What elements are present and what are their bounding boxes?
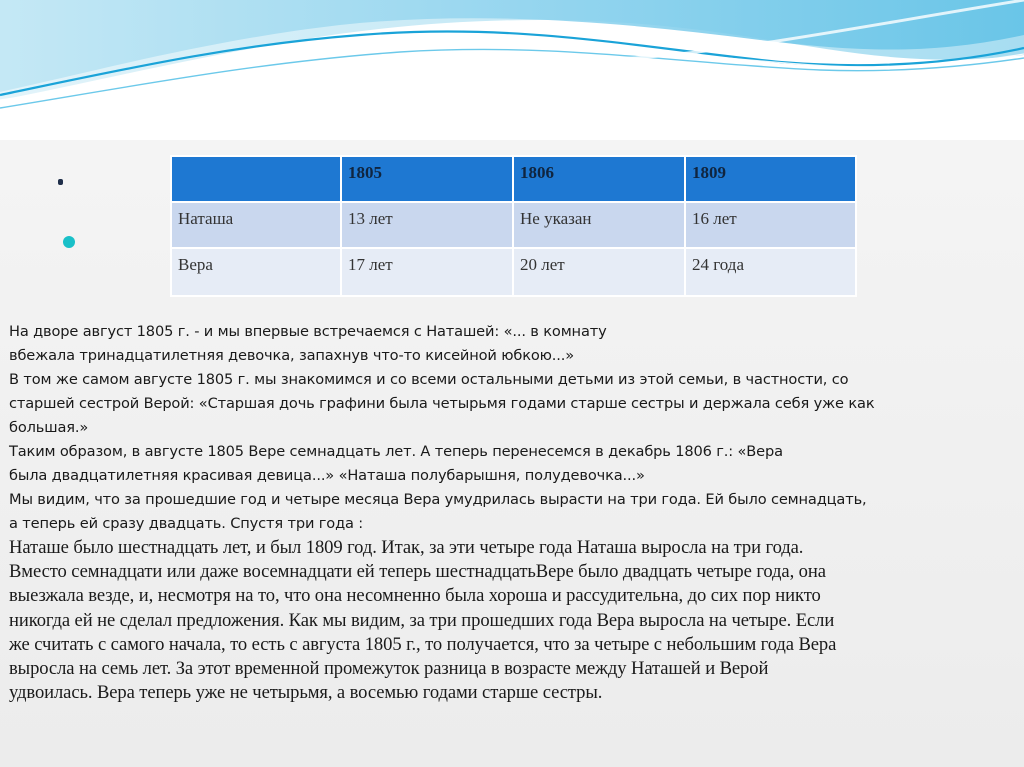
table-cell: 16 лет bbox=[685, 202, 856, 248]
text-line: Вместо семнадцати или даже восемнадцати ей теперь шестнадцатьВере было двадцать четыре года, она bbox=[9, 561, 826, 583]
table-header-cell: 1809 bbox=[685, 156, 856, 202]
bullet-dot-cyan bbox=[63, 236, 75, 248]
table-cell: 13 лет bbox=[341, 202, 513, 248]
text-line: старшей сестрой Верой: «Старшая дочь графини была четырьмя годами старше сестры и держала себя уже как bbox=[9, 395, 875, 412]
text-line: выросла на семь лет. За этот временной промежуток разница в возрасте между Наташей и Верой bbox=[9, 658, 769, 680]
text-line: большая.» bbox=[9, 419, 89, 436]
text-line: В том же самом августе 1805 г. мы знакомимся и со всеми остальными детьми из этой семьи, в частности, со bbox=[9, 371, 849, 388]
text-line: же считать с самого начала, то есть с августа 1805 г., то получается, что за четыре с небольшим года Вера bbox=[9, 633, 837, 655]
wave-decoration bbox=[0, 0, 1024, 140]
text-line: а теперь ей сразу двадцать. Спустя три года : bbox=[9, 515, 364, 532]
body-text bbox=[9, 320, 1019, 705]
text-line: Таким образом, в августе 1805 Вере семнадцать лет. А теперь перенесемся в декабрь 1806 г.: «Вера bbox=[9, 443, 783, 460]
text-line: вбежала тринадцатилетняя девочка, запахнув что-то кисейной юбкою...» bbox=[9, 347, 575, 364]
table-header-cell: 1806 bbox=[513, 156, 685, 202]
text-line: Наташе было шестнадцать лет, и был 1809 год. Итак, за эти четыре года Наташа выросла на три года. bbox=[9, 537, 804, 558]
text-line: никогда ей не сделал предложения. Как мы видим, за три прошедших года Вера выросла на четыре. Если bbox=[9, 609, 835, 631]
text-line: была двадцатилетняя красивая девица...» «Наташа полубарышня, полудевочка...» bbox=[9, 467, 645, 484]
table-cell: Не указан bbox=[513, 202, 685, 248]
ages-table bbox=[170, 155, 857, 297]
table-cell: Вера bbox=[171, 248, 341, 296]
text-line: выезжала везде, и, несмотря на то, что она несомненно была хороша и рассудительна, до сих пор никто bbox=[9, 585, 821, 607]
table-cell: Наташа bbox=[171, 202, 341, 248]
table-cell: 17 лет bbox=[341, 248, 513, 296]
table-header-row bbox=[171, 156, 856, 202]
text-line: На дворе август 1805 г. - и мы впервые встречаемся с Наташей: «... в комнату bbox=[9, 323, 607, 340]
text-line: Мы видим, что за прошедшие год и четыре месяца Вера умудрилась вырасти на три года. Ей было семнадцать, bbox=[9, 491, 867, 508]
table-cell: 20 лет bbox=[513, 248, 685, 296]
text-line: удвоилась. Вера теперь уже не четырьмя, а восемью годами старше сестры. bbox=[9, 682, 603, 704]
table-row bbox=[171, 202, 856, 248]
bullet-dot-dark bbox=[58, 179, 63, 185]
table-row bbox=[171, 248, 856, 296]
table-cell: 24 года bbox=[685, 248, 856, 296]
table-header-cell: 1805 bbox=[341, 156, 513, 202]
table-header-cell bbox=[171, 156, 341, 202]
